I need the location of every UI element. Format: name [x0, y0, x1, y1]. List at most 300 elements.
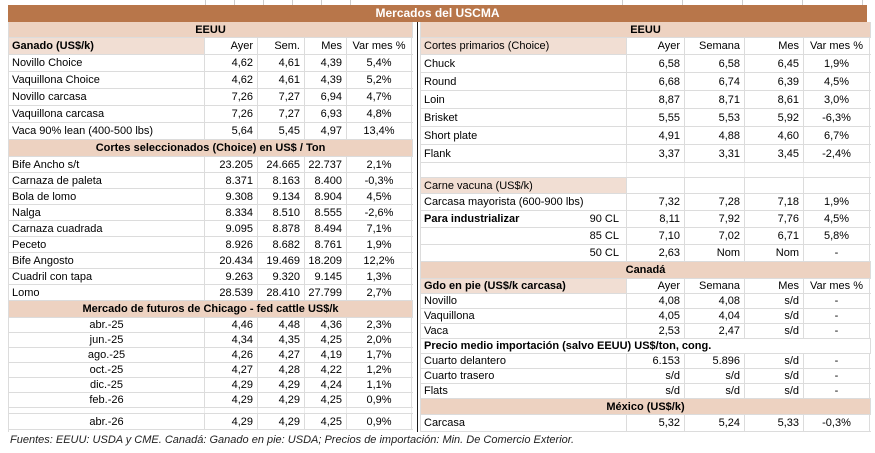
row-label: [9, 157, 205, 172]
gridline-tick: [742, 0, 743, 5]
row-label-text: Novillo carcasa: [12, 91, 87, 103]
spacer-cell: [421, 163, 627, 177]
row-label-text: Peceto: [12, 238, 47, 251]
row-label-text: Para industrializar: [424, 213, 520, 225]
value-ayer: 4,34: [205, 333, 258, 347]
value-mes: s/d: [745, 354, 804, 368]
table-row-short-plate: [421, 127, 871, 145]
value-var-mes: 5,2%: [347, 72, 412, 88]
value-ayer: 4,29: [205, 378, 258, 392]
sources-note: Fuentes: EEUU: USDA y CME. Canadá: Ganado en pie: USDA; Precios de importación: Min. De Comercio Exterior.: [10, 434, 575, 446]
row-label: [9, 237, 205, 252]
table-row-cuarto-trasero: [421, 369, 871, 384]
spacer-cell: [804, 163, 870, 177]
value-semana: 8,71: [685, 91, 745, 108]
tables-region: [8, 22, 875, 432]
value-var-mes: -: [804, 245, 870, 261]
value-semana: 4,04: [685, 309, 745, 323]
table-row-dic-25: [9, 378, 413, 393]
row-label: [421, 245, 627, 261]
row-label-text: Chuck: [424, 57, 456, 70]
spacer-row: [421, 163, 871, 178]
header-label-gdo-en-pie-us-k-carcasa: Gdo en pie (US$/k carcasa): [421, 279, 627, 293]
value-mes: 4,24: [305, 378, 347, 392]
value-semana: 4,88: [685, 127, 745, 144]
row-label: [421, 109, 627, 126]
table-eeuu-ganado-y-cortes: [8, 22, 413, 432]
row-label-text: abr.-26: [89, 415, 124, 428]
value-mes: s/d: [745, 384, 804, 398]
value-ayer: 8.926: [205, 237, 258, 252]
table-row-flats: [421, 384, 871, 399]
value-var-mes: -0,3%: [347, 173, 412, 188]
value-ayer: 4,29: [205, 414, 258, 429]
value-semana: 24.665: [258, 157, 305, 172]
col-header-ayer: Ayer: [627, 38, 685, 54]
value-var-mes: 4,5%: [804, 73, 870, 90]
value-semana: 4,28: [258, 363, 305, 377]
value-ayer: 20.434: [205, 253, 258, 268]
section-band-eeuu: EEUU: [9, 22, 413, 38]
value-ayer: 4,27: [205, 363, 258, 377]
value-ayer: 4,62: [205, 55, 258, 71]
spacer-cell: [258, 408, 305, 413]
value-semana: 7,28: [685, 194, 745, 210]
value-semana: 2,47: [685, 324, 745, 338]
value-mes: 8.555: [305, 205, 347, 220]
table-row-chuck: [421, 55, 871, 73]
value-mes: 6,71: [745, 228, 804, 244]
value-semana: 4,27: [258, 348, 305, 362]
table-row-ago-25: [9, 348, 413, 363]
row-label-text: Vaca: [424, 325, 449, 337]
value-ayer: 6,58: [627, 55, 685, 72]
row-label: [421, 211, 627, 227]
value-ayer: 8,11: [627, 211, 685, 227]
value-ayer: 9.263: [205, 269, 258, 284]
col-header-semana: Semana: [685, 38, 745, 54]
row-label-text: Vaca 90% lean (400-500 lbs): [12, 125, 154, 137]
value-var-mes: 7,1%: [347, 221, 412, 236]
row-sublabel: 50 CL: [589, 247, 619, 259]
row-label: [421, 354, 627, 368]
row-label-text: Carcasa: [424, 417, 465, 429]
value-semana: 9.134: [258, 189, 305, 204]
row-label-text: Carnaza cuadrada: [12, 222, 103, 235]
value-var-mes: 0,9%: [347, 393, 412, 407]
row-label-text: Short plate: [424, 129, 478, 142]
row-label-text: Bola de lomo: [12, 190, 77, 203]
row-label-text: dic.-25: [89, 379, 124, 391]
row-label-text: Nalga: [12, 206, 41, 219]
value-semana: 8.682: [258, 237, 305, 252]
column-header-row: [421, 38, 871, 55]
value-ayer: 9.095: [205, 221, 258, 236]
row-label: [421, 55, 627, 72]
spacer-cell: [9, 408, 205, 413]
value-semana: 6,74: [685, 73, 745, 90]
row-label: [421, 324, 627, 338]
value-var-mes: -0,3%: [804, 415, 870, 431]
column-header-row: [9, 38, 413, 55]
value-ayer: 7,32: [627, 194, 685, 210]
value-ayer: 2,53: [627, 324, 685, 338]
value-semana: 4,29: [258, 378, 305, 392]
row-label: [421, 145, 627, 162]
row-label: [9, 253, 205, 268]
value-mes: 5,33: [745, 415, 804, 431]
row-label-text: Loin: [424, 93, 445, 106]
value-ayer: s/d: [627, 369, 685, 383]
value-ayer: 4,62: [205, 72, 258, 88]
col-header-sem: Sem.: [258, 38, 305, 54]
value-var-mes: 1,9%: [347, 237, 412, 252]
value-semana: s/d: [685, 369, 745, 383]
table-row-peceto: [9, 237, 413, 253]
row-label-text: ago.-25: [87, 349, 126, 361]
value-mes: 3,45: [745, 145, 804, 162]
section-band-cortes-seleccionados-choice-en-us-ton: Cortes seleccionados (Choice) en US$ / Ton: [9, 140, 413, 157]
row-label: [9, 189, 205, 204]
table-row-carcasa: [421, 415, 871, 432]
value-mes: s/d: [745, 294, 804, 308]
gridline-tick: [350, 0, 351, 5]
value-semana: 4,61: [258, 55, 305, 71]
table-row-novillo-choice: [9, 55, 413, 72]
row-label-text: Brisket: [424, 111, 458, 124]
value-var-mes: 1,2%: [347, 363, 412, 377]
row-label: [421, 294, 627, 308]
row-label: [9, 393, 205, 407]
report-title: Mercados del USCMA: [8, 5, 867, 22]
value-var-mes: 12,2%: [347, 253, 412, 268]
col-header-var-mes: Var mes %: [347, 38, 412, 54]
table-row-oct-25: [9, 363, 413, 378]
section-band-canad: Canadá: [421, 262, 871, 279]
table-row-cuadril-con-tapa: [9, 269, 413, 285]
value-ayer: 7,26: [205, 89, 258, 105]
table-row-vaquillona: [421, 309, 871, 324]
header-label-cortes-primarios-choice: Cortes primarios (Choice): [421, 38, 627, 54]
table-row-85-cl: [421, 228, 871, 245]
row-label: [9, 333, 205, 347]
row-label: [421, 127, 627, 144]
value-semana: 28.410: [258, 285, 305, 300]
value-semana: 3,31: [685, 145, 745, 162]
value-semana: 4,29: [258, 393, 305, 407]
value-mes: 4,39: [305, 72, 347, 88]
value-mes: 8.761: [305, 237, 347, 252]
value-var-mes: 3,0%: [804, 91, 870, 108]
gridline-tick: [263, 0, 264, 5]
row-label: [9, 106, 205, 122]
value-mes: s/d: [745, 309, 804, 323]
row-label: [9, 55, 205, 71]
value-semana: 5.896: [685, 354, 745, 368]
value-var-mes: 2,0%: [347, 333, 412, 347]
row-label-text: Vaquillona carcasa: [12, 108, 105, 120]
row-label-text: Flank: [424, 147, 451, 160]
table-row-carnaza-cuadrada: [9, 221, 413, 237]
value-ayer: 4,08: [627, 294, 685, 308]
col-header-var-mes: Var mes %: [804, 279, 870, 293]
gridline-tick: [802, 0, 803, 5]
row-label: [9, 72, 205, 88]
value-mes: 6,94: [305, 89, 347, 105]
row-label: [9, 123, 205, 139]
value-mes: 18.209: [305, 253, 347, 268]
row-label-text: abr.-25: [89, 319, 124, 331]
value-semana: 7,27: [258, 89, 305, 105]
row-label-text: Novillo: [424, 295, 458, 307]
row-label: [9, 221, 205, 236]
section-band-eeuu: EEUU: [421, 22, 871, 38]
row-label: [9, 269, 205, 284]
table-row-flank: [421, 145, 871, 163]
table-row-cuarto-delantero: [421, 354, 871, 369]
value-var-mes: 2,1%: [347, 157, 412, 172]
col-header-ayer: Ayer: [627, 279, 685, 293]
value-mes: 4,25: [305, 333, 347, 347]
empty-cell: [685, 178, 745, 193]
value-semana: 4,61: [258, 72, 305, 88]
value-var-mes: 5,4%: [347, 55, 412, 71]
value-semana: 9.320: [258, 269, 305, 284]
col-header-semana: Semana: [685, 279, 745, 293]
row-label-text: feb.-26: [89, 394, 124, 406]
value-mes: 7,76: [745, 211, 804, 227]
row-label: [421, 384, 627, 398]
gridline-tick: [234, 0, 235, 5]
row-label-text: Vaquillona: [424, 310, 475, 322]
row-label: [9, 414, 205, 429]
row-sublabel: 85 CL: [589, 230, 619, 242]
col-header-var-mes: Var mes %: [804, 38, 870, 54]
value-semana: 5,24: [685, 415, 745, 431]
value-var-mes: 1,3%: [347, 269, 412, 284]
gridline-tick: [321, 0, 322, 5]
value-ayer: 7,26: [205, 106, 258, 122]
value-ayer: 8.371: [205, 173, 258, 188]
value-ayer: 4,91: [627, 127, 685, 144]
table-row-abr-25: [9, 318, 413, 333]
value-ayer: 8.334: [205, 205, 258, 220]
row-label: [421, 228, 627, 244]
value-ayer: 4,26: [205, 348, 258, 362]
table-row-vaquillona-choice: [9, 72, 413, 89]
value-ayer: 4,05: [627, 309, 685, 323]
table-row-novillo: [421, 294, 871, 309]
row-label: [421, 415, 627, 431]
value-mes: 8,61: [745, 91, 804, 108]
row-label: [9, 89, 205, 105]
value-var-mes: 4,7%: [347, 89, 412, 105]
value-mes: s/d: [745, 324, 804, 338]
value-ayer: 5,64: [205, 123, 258, 139]
value-var-mes: -: [804, 309, 870, 323]
empty-cell: [627, 178, 685, 193]
value-mes: 8.904: [305, 189, 347, 204]
table-row-carcasa-mayorista-600-900-lbs: [421, 194, 871, 211]
gridline-tick: [292, 0, 293, 5]
value-mes: 4,97: [305, 123, 347, 139]
row-label-text: Bife Ancho s/t: [12, 158, 80, 171]
table-row-vaca: [421, 324, 871, 339]
gridline-tick: [682, 0, 683, 5]
value-mes: 9.145: [305, 269, 347, 284]
table-row-vaquillona-carcasa: [9, 106, 413, 123]
value-var-mes: 1,9%: [804, 194, 870, 210]
value-mes: 7,18: [745, 194, 804, 210]
value-var-mes: -: [804, 354, 870, 368]
row-label-text: Cuarto delantero: [424, 355, 506, 367]
value-ayer: 9.308: [205, 189, 258, 204]
value-semana: 7,02: [685, 228, 745, 244]
row-label-text: Flats: [424, 385, 448, 397]
spacer-cell: [627, 163, 685, 177]
value-ayer: 8,87: [627, 91, 685, 108]
value-var-mes: 2,7%: [347, 285, 412, 300]
value-ayer: 5,55: [627, 109, 685, 126]
table-row-para-industrializar: [421, 211, 871, 228]
row-label: [421, 309, 627, 323]
value-ayer: 6,68: [627, 73, 685, 90]
value-var-mes: -6,3%: [804, 109, 870, 126]
value-semana: 4,35: [258, 333, 305, 347]
section-band-m-xico-us-k: México (US$/k): [421, 399, 871, 415]
row-label: [9, 363, 205, 377]
section-label: Carne vacuna (US$/k): [421, 178, 627, 193]
value-ayer: 6.153: [627, 354, 685, 368]
value-mes: 8.494: [305, 221, 347, 236]
table-row-bife-angosto: [9, 253, 413, 269]
value-mes: s/d: [745, 369, 804, 383]
value-ayer: 7,10: [627, 228, 685, 244]
row-label: [9, 173, 205, 188]
row-label: [421, 91, 627, 108]
spacer-cell: [347, 408, 412, 413]
value-var-mes: 2,3%: [347, 318, 412, 332]
col-header-mes: Mes: [745, 38, 804, 54]
table-row-50-cl: [421, 245, 871, 262]
value-semana: 7,27: [258, 106, 305, 122]
value-semana: s/d: [685, 384, 745, 398]
spacer-cell: [685, 163, 745, 177]
value-mes: 22.737: [305, 157, 347, 172]
value-mes: 4,25: [305, 414, 347, 429]
row-label-text: Cuarto trasero: [424, 370, 495, 382]
col-header-mes: Mes: [745, 279, 804, 293]
row-label-text: Carcasa mayorista (600-900 lbs): [424, 196, 584, 208]
table-row-abr-26: [9, 414, 413, 430]
row-label-text: Round: [424, 75, 457, 88]
row-label: [9, 205, 205, 220]
value-var-mes: 13,4%: [347, 123, 412, 139]
value-semana: 8.163: [258, 173, 305, 188]
value-var-mes: 6,7%: [804, 127, 870, 144]
value-semana: 8.878: [258, 221, 305, 236]
column-header-row: [421, 279, 871, 294]
section-title-row-precio-medio-importaci-n-salvo-eeuu-us-t: Precio medio importación (salvo EEUU) US$/ton, cong.: [421, 339, 871, 354]
row-label: [9, 348, 205, 362]
row-label-text: oct.-25: [89, 364, 124, 376]
table-row-novillo-carcasa: [9, 89, 413, 106]
top-gridline-strip: [8, 0, 868, 5]
row-sublabel: 90 CL: [589, 213, 619, 225]
value-var-mes: 1,1%: [347, 378, 412, 392]
value-mes: 4,22: [305, 363, 347, 377]
row-label: [421, 194, 627, 210]
value-var-mes: 1,9%: [804, 55, 870, 72]
row-label: [9, 318, 205, 332]
gridline-tick: [205, 0, 206, 5]
value-var-mes: 4,5%: [347, 189, 412, 204]
value-var-mes: -: [804, 324, 870, 338]
value-ayer: 5,32: [627, 415, 685, 431]
value-mes: 6,93: [305, 106, 347, 122]
section-label-row-carne-vacuna-us-k: [421, 178, 871, 194]
spacer-cell: [745, 163, 804, 177]
value-semana: 4,08: [685, 294, 745, 308]
table-row-bife-ancho-s-t: [9, 157, 413, 173]
row-label-text: jun.-25: [89, 334, 124, 346]
table-row-bola-de-lomo: [9, 189, 413, 205]
row-label-text: Vaquillona Choice: [12, 74, 100, 86]
value-var-mes: 5,8%: [804, 228, 870, 244]
value-mes: 27.799: [305, 285, 347, 300]
value-ayer: 23.205: [205, 157, 258, 172]
value-ayer: s/d: [627, 384, 685, 398]
value-ayer: 4,29: [205, 393, 258, 407]
value-var-mes: 4,8%: [347, 106, 412, 122]
value-semana: 5,53: [685, 109, 745, 126]
value-var-mes: -: [804, 294, 870, 308]
row-label: [421, 73, 627, 90]
table-cortes-primarios-canada-mexico: [420, 22, 871, 432]
row-label-text: Bife Angosto: [12, 254, 74, 267]
value-var-mes: -2,4%: [804, 145, 870, 162]
value-semana: 4,48: [258, 318, 305, 332]
row-label-text: Lomo: [12, 286, 40, 299]
value-ayer: 3,37: [627, 145, 685, 162]
gridline-tick: [862, 0, 863, 5]
table-row-jun-25: [9, 333, 413, 348]
value-ayer: 28.539: [205, 285, 258, 300]
table-row-round: [421, 73, 871, 91]
value-var-mes: -2,6%: [347, 205, 412, 220]
spacer-cell: [205, 408, 258, 413]
value-mes: 5,92: [745, 109, 804, 126]
col-header-mes: Mes: [305, 38, 347, 54]
value-mes: 4,39: [305, 55, 347, 71]
value-semana: 5,45: [258, 123, 305, 139]
value-var-mes: -: [804, 384, 870, 398]
spacer-cell: [305, 408, 347, 413]
table-row-vaca-90-lean-400-500-lbs: [9, 123, 413, 140]
value-ayer: 4,46: [205, 318, 258, 332]
header-label-ganado-us-k: Ganado (US$/k): [9, 38, 205, 54]
value-mes: 4,25: [305, 393, 347, 407]
row-label: [9, 378, 205, 392]
table-row-feb-26: [9, 393, 413, 408]
value-mes: 4,60: [745, 127, 804, 144]
value-mes: 6,45: [745, 55, 804, 72]
table-row-loin: [421, 91, 871, 109]
section-band-mercado-de-futuros-de-chicago-fed-cattle: Mercado de futuros de Chicago - fed cattle US$/k: [9, 301, 413, 318]
value-mes: 4,36: [305, 318, 347, 332]
value-var-mes: 4,5%: [804, 211, 870, 227]
value-mes: 4,19: [305, 348, 347, 362]
